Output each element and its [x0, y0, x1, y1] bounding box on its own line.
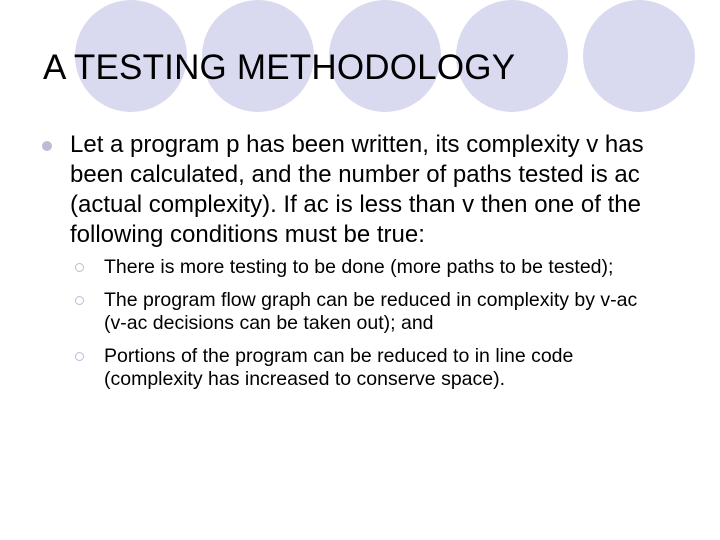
- sub-bullet-text: There is more testing to be done (more paths to be tested);: [104, 256, 614, 278]
- ring-bullet-icon: [75, 263, 84, 272]
- sub-bullet-text: The program flow graph can be reduced in complexity by v-ac (v-ac decisions can be taken out); and: [104, 289, 638, 334]
- ring-bullet-icon: [75, 352, 84, 361]
- sub-bullet-list: [42, 256, 682, 391]
- decorative-circle: [583, 0, 695, 112]
- sub-bullet: [62, 289, 682, 335]
- main-bullet: [42, 130, 682, 250]
- ring-bullet-icon: [75, 296, 84, 305]
- slide-title: A TESTING METHODOLOGY: [43, 48, 516, 87]
- sub-bullet: [62, 345, 682, 391]
- slide-body: [42, 130, 682, 401]
- sub-bullet-text: Portions of the program can be reduced to in line code (complexity has increased to conserve space).: [104, 345, 574, 390]
- main-bullet-text: Let a program p has been written, its complexity v has been calculated, and the number of paths tested is ac (actual complexity). If ac is less than v then one of the following conditions must be true:: [70, 131, 644, 248]
- filled-bullet-icon: [42, 141, 52, 151]
- sub-bullet: [62, 256, 682, 279]
